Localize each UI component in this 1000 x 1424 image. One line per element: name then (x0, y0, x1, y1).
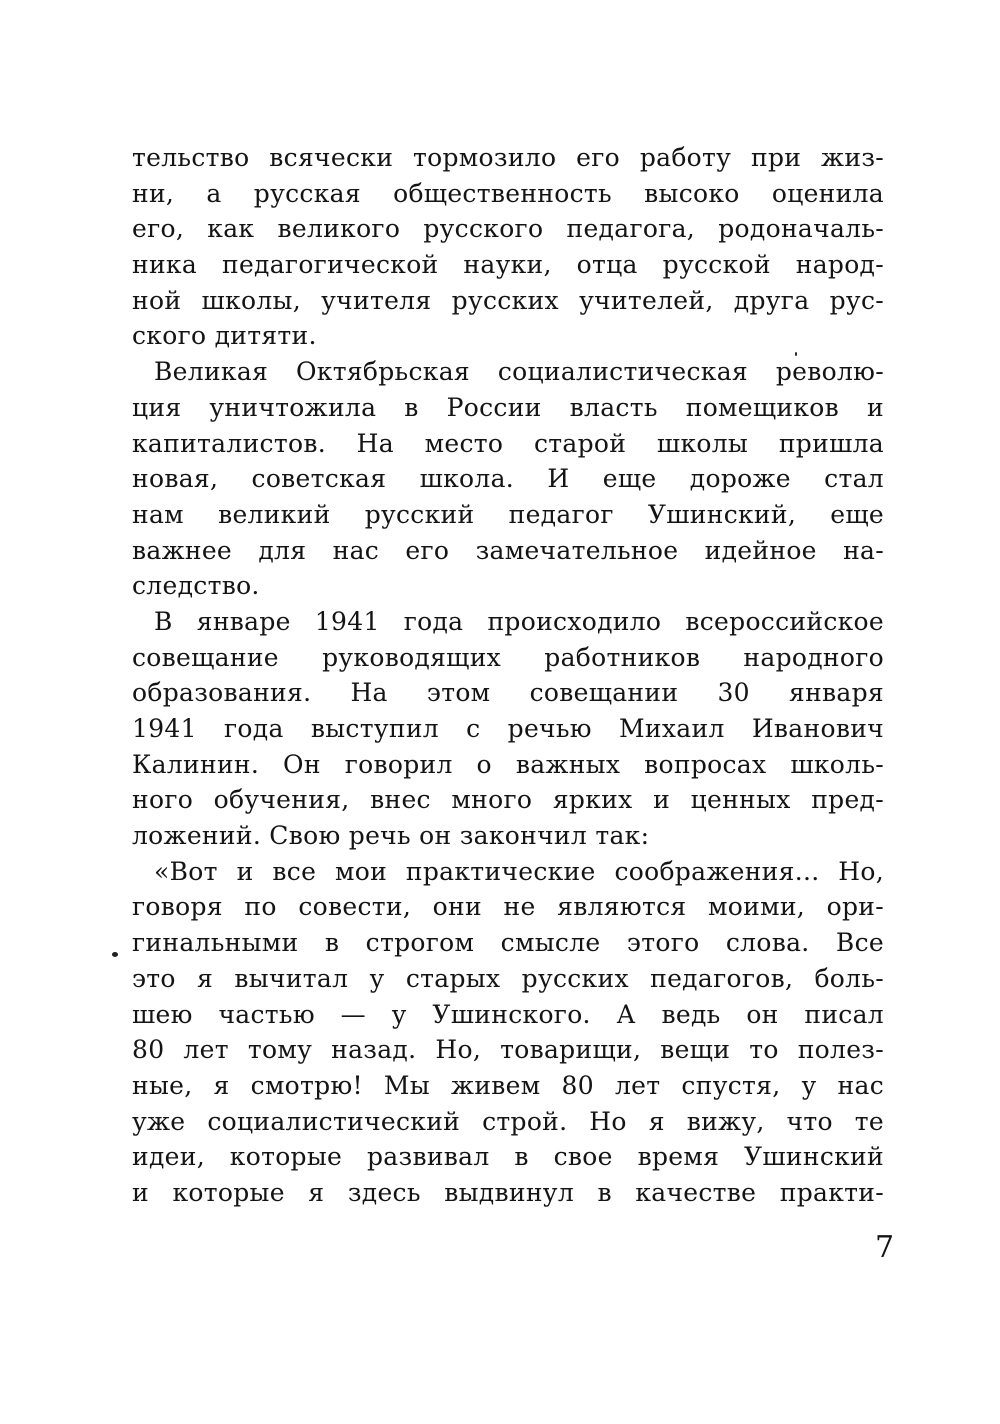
text-line: В январе 1941 года происходило всероссийское (154, 606, 884, 636)
paragraph-1 (132, 140, 884, 354)
text-line: совещание руководящих работников народного (132, 642, 884, 672)
page-number: 7 (875, 1230, 895, 1265)
text-line: шею частью — у Ушинского. А ведь он писал (132, 999, 884, 1029)
paragraph-4-quote (132, 854, 884, 1211)
text-line: ной школы, учителя русских учителей, друга рус- (132, 285, 884, 315)
text-line: ложений. Свою речь он закончил так: (132, 821, 650, 851)
text-line: «Вот и все мои практические соображения... Но, (154, 856, 884, 886)
text-line: следство. (132, 571, 260, 601)
text-line: и которые я здесь выдвинул в качестве практи- (132, 1177, 884, 1207)
scan-speck (795, 352, 797, 356)
paragraph-2 (132, 354, 884, 604)
text-line: Калинин. Он говорил о важных вопросах школь- (132, 749, 884, 779)
text-line: ция уничтожила в России власть помещиков и (132, 392, 884, 422)
text-line: капиталистов. На место старой школы пришла (132, 428, 884, 458)
paragraph-3 (132, 604, 884, 854)
text-line: нам великий русский педагог Ушинский, еще (132, 499, 884, 529)
text-line: Великая Октябрьская социалистическая револю- (154, 357, 884, 387)
text-line: уже социалистический строй. Но я вижу, что те (132, 1106, 884, 1136)
text-line: образования. На этом совещании 30 января (132, 678, 884, 708)
text-line: ского дитяти. (132, 321, 317, 351)
text-line: говоря по совести, они не являются моими, ори- (132, 892, 884, 922)
text-line: его, как великого русского педагога, родоначаль- (132, 214, 884, 244)
body-text (132, 140, 884, 1211)
text-line: ни, а русская общественность высоко оценила (132, 178, 884, 208)
text-line: новая, советская школа. И еще дороже стал (132, 464, 884, 494)
text-line: ного обучения, внес много ярких и ценных пред- (132, 785, 884, 815)
scan-speck (112, 952, 118, 957)
text-line: тельство всячески тормозило его работу при жиз- (132, 143, 884, 172)
text-line: 1941 года выступил с речью Михаил Иванович (132, 714, 884, 743)
text-line: важнее для нас его замечательное идейное на- (132, 535, 884, 565)
text-line: идеи, которые развивал в свое время Ушинский (132, 1142, 884, 1172)
text-line: это я вычитал у старых русских педагогов, боль- (132, 963, 884, 993)
text-line: 80 лет тому назад. Но, товарищи, вещи то полез- (132, 1035, 884, 1065)
text-line: ника педагогической науки, отца русской народ- (132, 250, 884, 280)
text-line: гинальными в строгом смысле этого слова. Все (132, 928, 884, 958)
text-line: ные, я смотрю! Мы живем 80 лет спустя, у нас (132, 1070, 884, 1100)
